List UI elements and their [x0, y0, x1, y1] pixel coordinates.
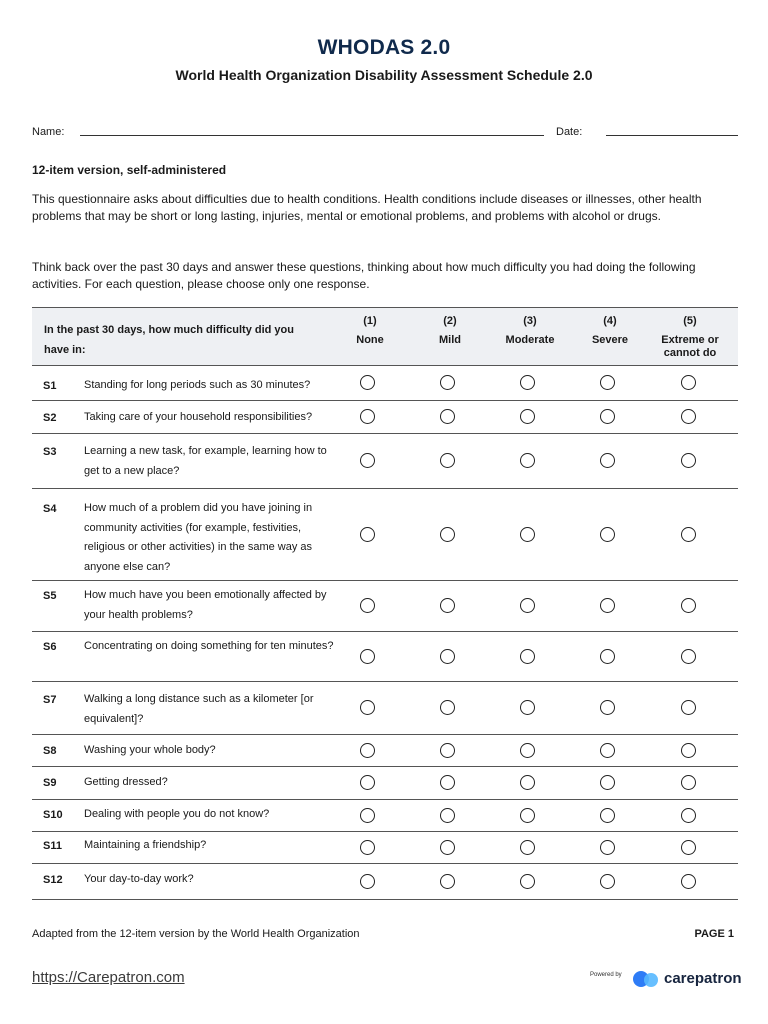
powered-by-label: Powered by — [590, 972, 622, 978]
table-row — [32, 581, 738, 632]
response-radio-1[interactable] — [360, 649, 375, 664]
response-radio-4[interactable] — [600, 874, 615, 889]
response-radio-4[interactable] — [600, 453, 615, 468]
response-radio-3[interactable] — [520, 840, 535, 855]
response-radio-5[interactable] — [681, 598, 696, 613]
response-radio-3[interactable] — [520, 649, 535, 664]
question-text: Concentrating on doing something for ten minutes? — [84, 640, 334, 652]
name-label: Name: — [32, 126, 65, 138]
date-input-line[interactable] — [606, 135, 738, 136]
table-row — [32, 366, 738, 401]
question-code: S11 — [43, 840, 62, 852]
question-text: Washing your whole body? — [84, 744, 216, 756]
page-number: PAGE 1 — [694, 928, 734, 940]
response-radio-5[interactable] — [681, 649, 696, 664]
response-radio-3[interactable] — [520, 527, 535, 542]
response-radio-4[interactable] — [600, 375, 615, 390]
response-radio-5[interactable] — [681, 453, 696, 468]
response-radio-5[interactable] — [681, 743, 696, 758]
response-radio-2[interactable] — [440, 409, 455, 424]
response-radio-4[interactable] — [600, 808, 615, 823]
question-code: S4 — [43, 503, 57, 515]
question-code: S2 — [43, 412, 57, 424]
column-header-none: (1) None — [356, 315, 384, 346]
table-row — [32, 832, 738, 864]
response-radio-2[interactable] — [440, 874, 455, 889]
response-radio-3[interactable] — [520, 409, 535, 424]
question-text: Maintaining a friendship? — [84, 839, 207, 851]
assessment-table — [32, 307, 738, 900]
response-radio-1[interactable] — [360, 808, 375, 823]
response-radio-3[interactable] — [520, 743, 535, 758]
question-code: S1 — [43, 380, 57, 392]
column-header-severe: (4) Severe — [591, 315, 629, 346]
intro-paragraph: This questionnaire asks about difficulties due to health conditions. Health conditions include diseases or illnesses, other health problems that may be short or long lasting, injuries, mental or emotional problems, and problems with alcohol or drugs. — [32, 192, 702, 223]
question-text: Your day-to-day work? — [84, 873, 194, 885]
question-text: Learning a new task, for example, learning how to get to a new place? — [84, 445, 327, 477]
response-radio-2[interactable] — [440, 649, 455, 664]
question-code: S8 — [43, 745, 57, 757]
question-text: How much of a problem did you have joining in community activities (for example, festivities, religious or other activities) in the same way as anyone else can? — [84, 502, 313, 573]
question-code: S9 — [43, 777, 57, 789]
response-radio-4[interactable] — [600, 598, 615, 613]
response-radio-2[interactable] — [440, 808, 455, 823]
question-code: S6 — [43, 641, 57, 653]
version-heading: 12-item version, self-administered — [32, 163, 227, 177]
response-radio-4[interactable] — [600, 700, 615, 715]
response-radio-5[interactable] — [681, 527, 696, 542]
response-radio-1[interactable] — [360, 409, 375, 424]
table-row — [32, 682, 738, 735]
table-row — [32, 489, 738, 581]
response-radio-3[interactable] — [520, 808, 535, 823]
name-date-row — [32, 124, 738, 142]
response-radio-2[interactable] — [440, 453, 455, 468]
response-radio-2[interactable] — [440, 840, 455, 855]
response-radio-5[interactable] — [681, 700, 696, 715]
response-radio-2[interactable] — [440, 743, 455, 758]
table-header — [32, 308, 738, 366]
response-radio-2[interactable] — [440, 527, 455, 542]
table-row — [32, 864, 738, 900]
response-radio-5[interactable] — [681, 840, 696, 855]
response-radio-3[interactable] — [520, 874, 535, 889]
table-row — [32, 800, 738, 832]
response-radio-3[interactable] — [520, 598, 535, 613]
response-radio-4[interactable] — [600, 527, 615, 542]
name-input-line[interactable] — [80, 135, 544, 136]
table-row — [32, 767, 738, 800]
response-radio-1[interactable] — [360, 840, 375, 855]
table-row — [32, 735, 738, 767]
question-text: How much have you been emotionally affected by your health problems? — [84, 589, 327, 621]
question-text: Getting dressed? — [84, 776, 168, 788]
column-header-extreme: (5) Extreme or cannot do — [661, 315, 719, 359]
response-radio-1[interactable] — [360, 700, 375, 715]
response-radio-5[interactable] — [681, 775, 696, 790]
question-text: Standing for long periods such as 30 minutes? — [84, 379, 311, 391]
response-radio-4[interactable] — [600, 649, 615, 664]
response-radio-4[interactable] — [600, 743, 615, 758]
carepatron-logo-icon — [632, 969, 662, 989]
question-code: S3 — [43, 446, 57, 458]
response-radio-3[interactable] — [520, 375, 535, 390]
column-header-moderate: (3) Moderate — [505, 315, 555, 346]
response-radio-5[interactable] — [681, 375, 696, 390]
date-label: Date: — [556, 126, 583, 138]
response-radio-4[interactable] — [600, 840, 615, 855]
response-radio-2[interactable] — [440, 598, 455, 613]
response-radio-1[interactable] — [360, 527, 375, 542]
response-radio-1[interactable] — [360, 743, 375, 758]
response-radio-1[interactable] — [360, 775, 375, 790]
response-radio-3[interactable] — [520, 700, 535, 715]
table-row — [32, 434, 738, 489]
response-radio-1[interactable] — [360, 453, 375, 468]
response-radio-2[interactable] — [440, 775, 455, 790]
response-radio-5[interactable] — [681, 874, 696, 889]
table-row — [32, 401, 738, 434]
response-radio-1[interactable] — [360, 598, 375, 613]
response-radio-2[interactable] — [440, 700, 455, 715]
response-radio-1[interactable] — [360, 375, 375, 390]
question-code: S12 — [43, 874, 63, 886]
footer-note: Adapted from the 12-item version by the World Health Organization — [32, 928, 360, 940]
question-text: Dealing with people you do not know? — [84, 808, 270, 820]
response-radio-3[interactable] — [520, 453, 535, 468]
question-code: S7 — [43, 694, 57, 706]
question-text: Taking care of your household responsibilities? — [84, 411, 313, 423]
response-radio-4[interactable] — [600, 409, 615, 424]
question-code: S5 — [43, 590, 57, 602]
question-column-header: In the past 30 days, how much difficulty did you have in: — [44, 324, 294, 356]
page-subtitle: World Health Organization Disability Assessment Schedule 2.0 — [175, 67, 593, 83]
page-title: WHODAS 2.0 — [317, 36, 451, 59]
table-row — [32, 632, 738, 682]
question-code: S10 — [43, 809, 63, 821]
response-radio-4[interactable] — [600, 775, 615, 790]
response-radio-2[interactable] — [440, 375, 455, 390]
carepatron-link[interactable]: https://Carepatron.com — [32, 969, 185, 986]
response-radio-5[interactable] — [681, 808, 696, 823]
carepatron-brand: carepatron — [664, 970, 742, 987]
response-radio-5[interactable] — [681, 409, 696, 424]
instructions-paragraph: Think back over the past 30 days and answer these questions, thinking about how much difficulty you had doing the following activities. For each question, please choose only one response. — [32, 260, 696, 291]
column-header-mild: (2) Mild — [439, 315, 461, 346]
response-radio-3[interactable] — [520, 775, 535, 790]
question-text: Walking a long distance such as a kilometer [or equivalent]? — [84, 693, 314, 725]
response-radio-1[interactable] — [360, 874, 375, 889]
